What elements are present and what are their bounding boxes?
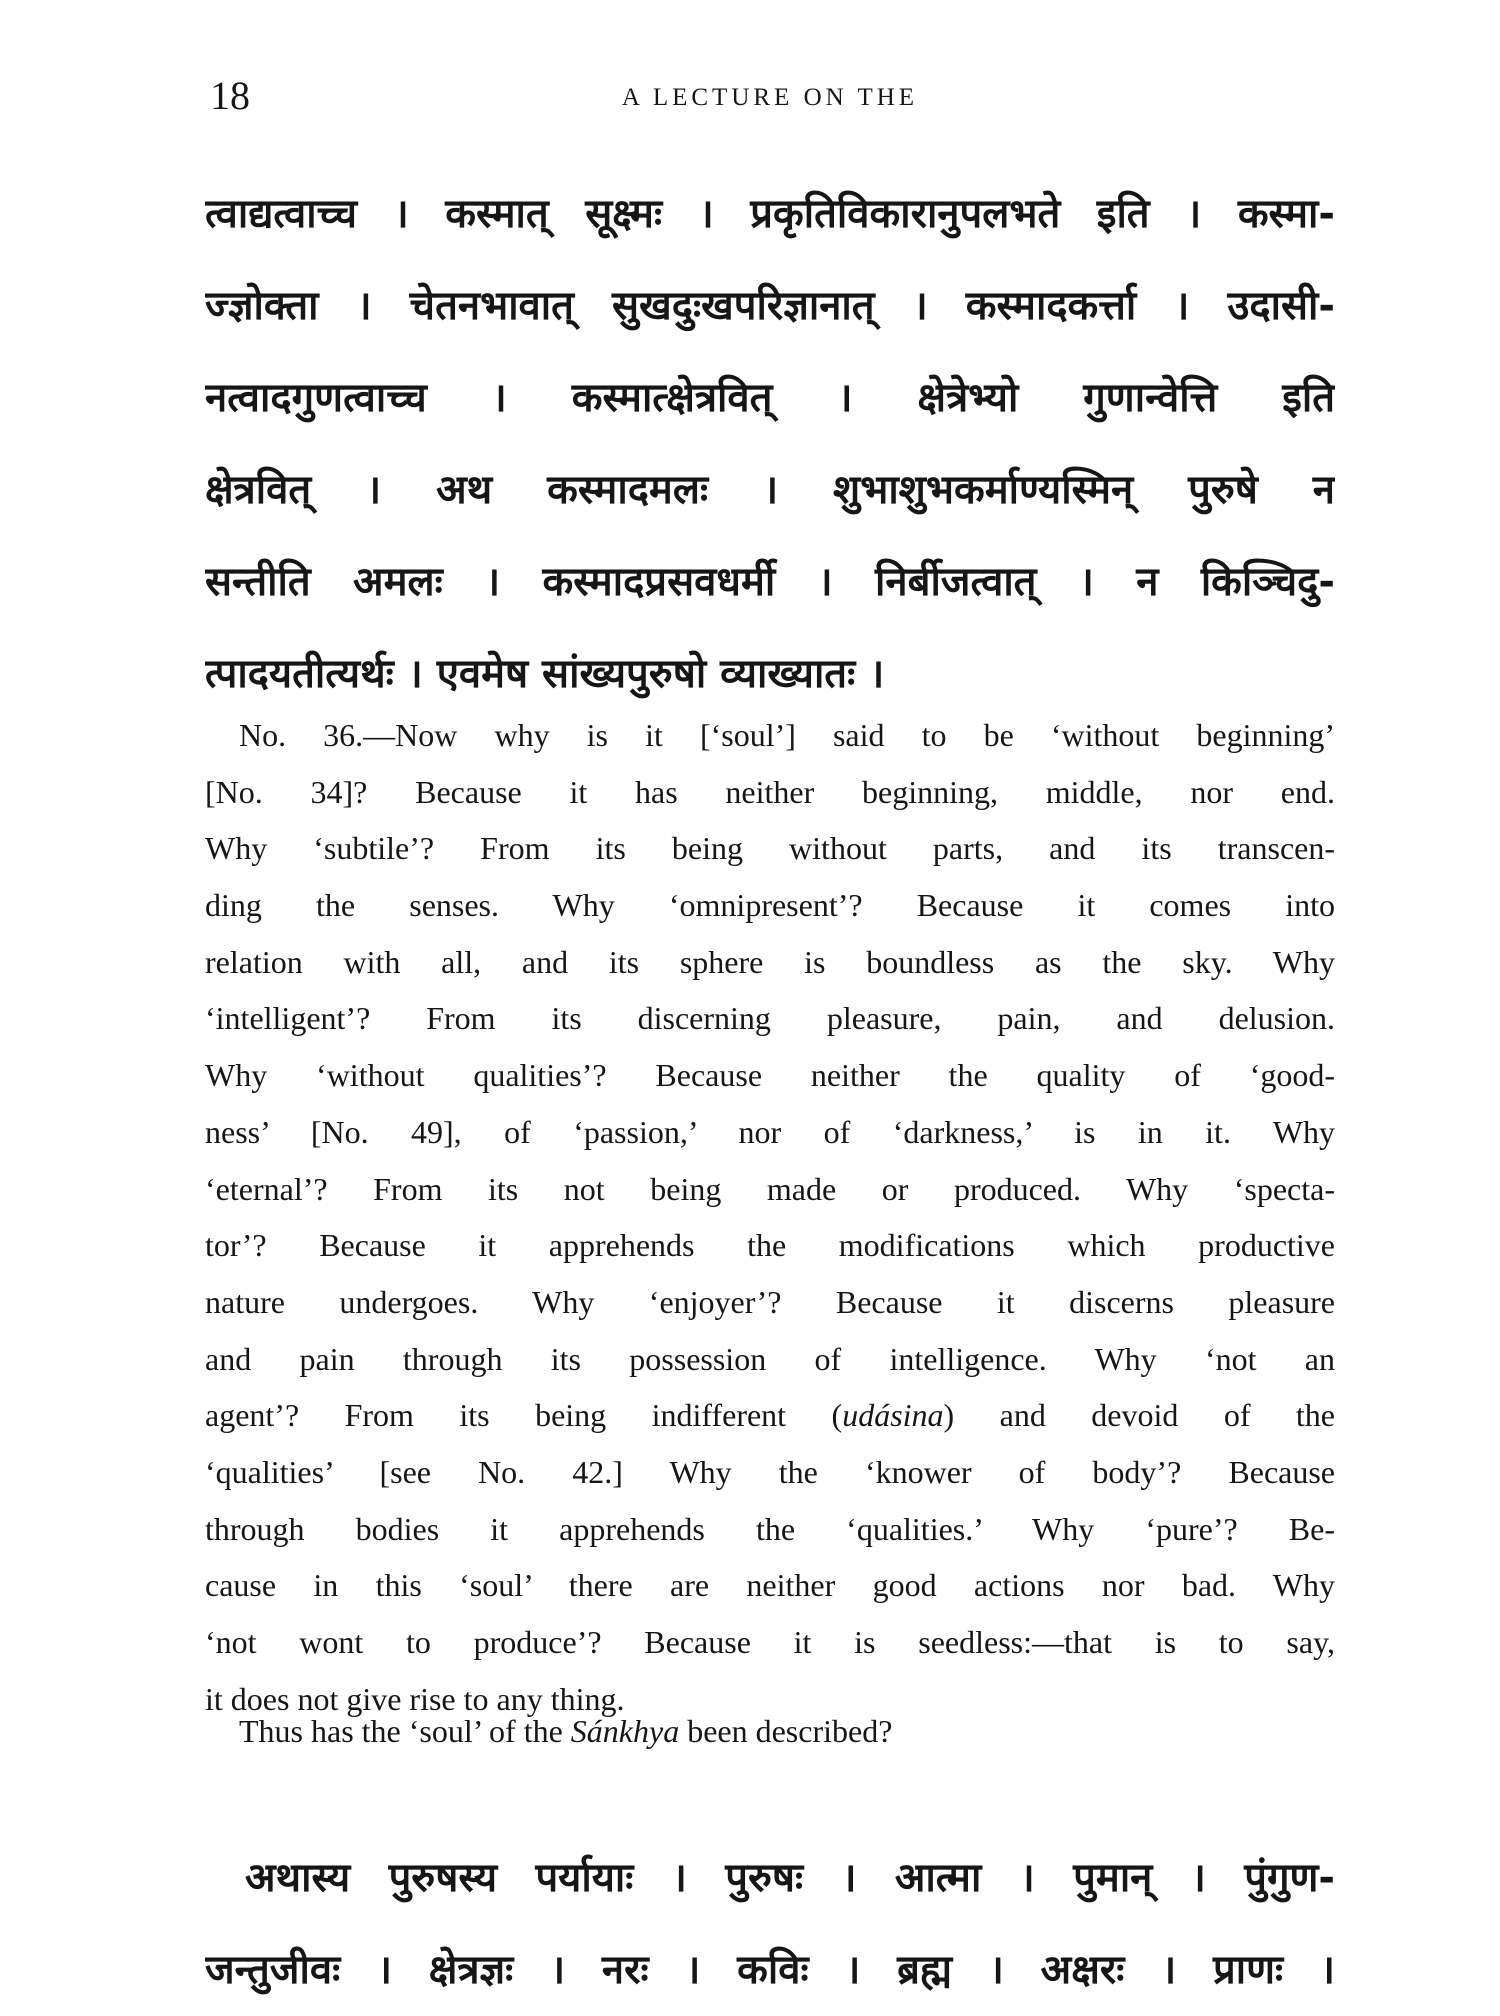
closing-sentence bbox=[239, 1713, 892, 1750]
sanskrit-line: त्पादयतीत्यर्थः । एवमेष सांख्यपुरुषो व्याख्यातः । bbox=[205, 651, 885, 697]
sanskrit-line: जन्तुजीवः । क्षेत्रज्ञः । नरः । कविः । ब्रह्म । अक्षरः । प्राणः । bbox=[205, 1947, 1335, 1993]
commentary-line: ness’ [No. 49], of ‘passion,’ nor of ‘darkness,’ is in it. Why bbox=[205, 1113, 1335, 1150]
commentary-line: ding the senses. Why ‘omnipresent’? Because it comes into bbox=[205, 887, 1335, 924]
sanskrit-line: सन्तीति अमलः । कस्मादप्रसवधर्मी । निर्बीजत्वात् । न किञ्चिदु- bbox=[205, 559, 1335, 605]
commentary-line: cause in this ‘soul’ there are neither good actions nor bad. Why bbox=[205, 1567, 1335, 1604]
italic-term: udásina bbox=[842, 1397, 944, 1434]
commentary-line: and pain through its possession of intelligence. Why ‘not an bbox=[205, 1340, 1335, 1377]
commentary-line: ‘intelligent’? From its discerning pleasure, pain, and delusion. bbox=[205, 1000, 1335, 1037]
sanskrit-line: क्षेत्रवित् । अथ कस्मादमलः । शुभाशुभकर्माण्यस्मिन् पुरुषे न bbox=[205, 467, 1335, 513]
sanskrit-passage-bottom bbox=[205, 1832, 1335, 2016]
commentary-paragraph bbox=[205, 707, 1335, 1727]
closing-text: been described? bbox=[679, 1713, 893, 1749]
page-number: 18 bbox=[210, 73, 250, 118]
commentary-line: ‘not wont to produce’? Because it is seedless:—that is to say, bbox=[205, 1624, 1335, 1660]
closing-text: Thus has the ‘soul’ of the bbox=[239, 1713, 571, 1749]
running-head: A LECTURE ON THE bbox=[621, 84, 919, 111]
italic-term: Sánkhya bbox=[570, 1713, 680, 1749]
commentary-line: nature undergoes. Why ‘enjoyer’? Because it discerns pleasure bbox=[205, 1283, 1335, 1320]
sanskrit-line: अथास्य पुरुषस्य पर्यायाः । पुरुषः । आत्मा । पुमान् । पुंगुण- bbox=[245, 1855, 1335, 1901]
commentary-line: [No. 34]? Because it has neither beginning, middle, nor end. bbox=[205, 773, 1335, 810]
sanskrit-line: ज्ज्ञोक्ता । चेतनभावात् सुखदुःखपरिज्ञानात् । कस्मादकर्त्ता । उदासी- bbox=[205, 283, 1335, 329]
commentary-text: ) and devoid of the bbox=[943, 1397, 1335, 1434]
commentary-line: it does not give rise to any thing. bbox=[205, 1680, 625, 1717]
commentary-text: agent’? From its being indifferent ( bbox=[205, 1397, 843, 1434]
sanskrit-line: नत्वादगुणत्वाच्च । कस्मात्क्षेत्रवित् । क्षेत्रेभ्यो गुणान्वेत्ति इति bbox=[205, 375, 1335, 421]
commentary-line: through bodies it apprehends the ‘qualities.’ Why ‘pure’? Be- bbox=[205, 1510, 1335, 1547]
commentary-line: Why ‘without qualities’? Because neither the quality of ‘good- bbox=[205, 1057, 1335, 1094]
commentary-line: Why ‘subtile’? From its being without parts, and its transcen- bbox=[205, 830, 1335, 867]
commentary-line: ‘qualities’ [see No. 42.] Why the ‘knower of body’? Because bbox=[205, 1453, 1335, 1490]
sanskrit-passage-top bbox=[205, 168, 1335, 720]
page-header bbox=[210, 72, 1330, 132]
commentary-line: tor’? Because it apprehends the modifications which productive bbox=[205, 1227, 1335, 1264]
sanskrit-line: त्वाद्यत्वाच्च । कस्मात् सूक्ष्मः । प्रकृतिविकारानुपलभते इति । कस्मा- bbox=[205, 191, 1335, 237]
commentary-line: relation with all, and its sphere is boundless as the sky. Why bbox=[205, 943, 1335, 980]
commentary-line bbox=[205, 1387, 1335, 1444]
commentary-line: ‘eternal’? From its not being made or produced. Why ‘specta- bbox=[205, 1170, 1335, 1207]
commentary-line: No. 36.—Now why is it [‘soul’] said to be ‘without beginning’ bbox=[239, 717, 1335, 753]
